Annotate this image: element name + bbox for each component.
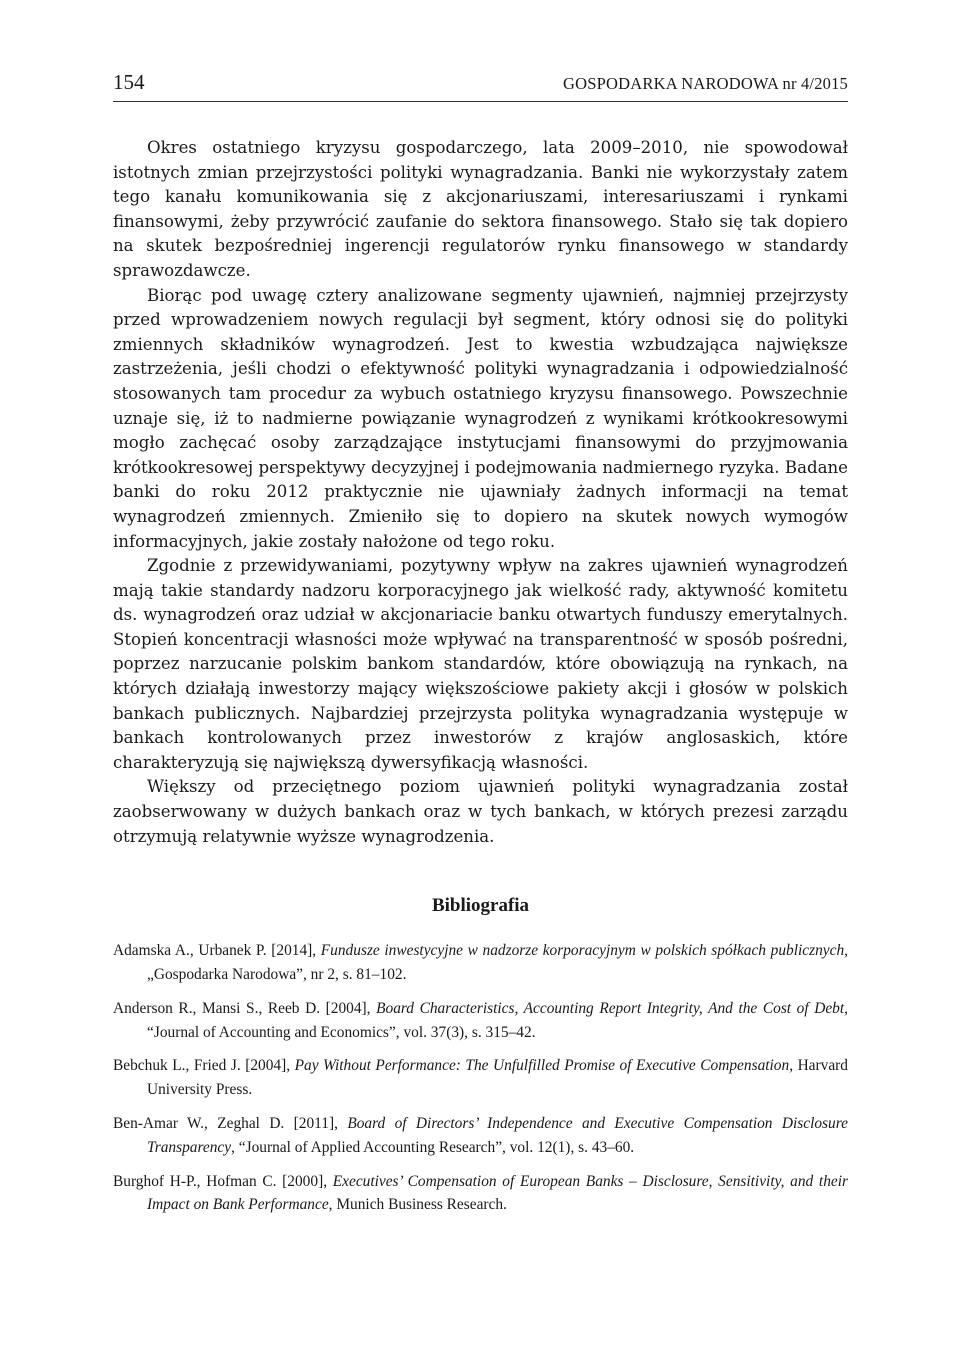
paragraph: Okres ostatniego kryzysu gospodarczego, lata 2009–2010, nie spowodował istotnych zmian przejrzystości polityki wynagradzania. Banki nie wykorzystały zatem tego kanału komunikowania się z akcjonariuszami, interesariuszami i rynkami finansowymi, żeby przywrócić zaufanie do sektora finansowego. Stało się tak dopiero na skutek bezpośredniej ingerencji regulatorów rynku finansowego w standardy sprawozdawcze. <box>113 138 848 280</box>
entry-authors: Adamska A., Urbanek P. [2014], <box>113 942 321 960</box>
entry-title: Pay Without Performance: The Unfulfilled Promise of Executive Compensation <box>294 1057 790 1075</box>
paragraph: Zgodnie z przewidywaniami, pozytywny wpływ na zakres ujawnień wynagrodzeń mają takie standardy nadzoru korporacyjnego jak wielkość rady, aktywność komitetu ds. wynagrodzeń oraz udział w akcjonariacie banku otwartych funduszy emerytalnych. Stopień koncentracji własności może wpływać na transparentność w sposób pośredni, poprzez narzucanie polskim bankom standardów, które obowiązują na rynkach, na których działają inwestorzy mający większościowe pakiety akcji i głosów w polskich bankach publicznych. Najbardziej przejrzysta polityka wynagradzania występuje w bankach kontrolowanych przez inwestorów z krajów anglosaskich, które charakteryzują się największą dywersyfikacją własności. <box>113 556 848 772</box>
entry-title: Fundusze inwestycyjne w nadzorze korporacyjnym w polskich spółkach publicznych <box>320 942 845 960</box>
entry-source: , “Journal of Applied Accounting Research”, vol. 12(1), s. 43–60. <box>231 1138 635 1156</box>
entry-authors: Ben-Amar W., Zeghal D. [2011], <box>113 1115 348 1132</box>
entry-source: , “Journal of Accounting and Economics”, vol. 37(3), s. 315–42. <box>147 999 848 1041</box>
journal-title: GOSPODARKA NARODOWA nr 4/2015 <box>563 74 848 93</box>
entry-source: , „Gospodarka Narodowa”, nr 2, s. 81–102. <box>147 942 848 984</box>
entry-authors: Bebchuk L., Fried J. [2004], <box>113 1057 295 1075</box>
page-number: 154 <box>113 70 145 94</box>
bibliography-entry <box>113 1112 848 1160</box>
paragraph: Biorąc pod uwagę cztery analizowane segmenty ujawnień, najmniej przejrzysty przed wprowadzeniem nowych regulacji był segment, który odnosi się do polityki zmiennych składników wynagrodzeń. Jest to kwestia wzbudzająca największe zastrzeżenia, jeśli chodzi o efektywność polityki wynagradzania i odpowiedzialność stosowanych tam procedur za wybuch ostatniego kryzysu finansowego. Powszechnie uznaje się, iż to nadmierne powiązanie wynagrodzeń z wynikami krótkookresowymi mogło zachęcać osoby zarządzające instytucjami finansowymi do przyjmowania krótkookresowej perspektywy decyzyjnej i podejmowania nadmiernego ryzyka. Badane banki do roku 2012 praktycznie nie ujawniały żadnych informacji na temat wynagrodzeń zmiennych. Zmieniło się to dopiero na skutek nowych wymogów informacyjnych, jakie zostały nałożone od tego roku. <box>113 285 848 551</box>
entry-source: , Munich Business Research. <box>328 1196 507 1214</box>
bibliography-heading: Bibliografia <box>431 895 530 917</box>
page <box>113 70 848 1227</box>
bibliography-entry <box>113 1054 848 1102</box>
entry-title: Board Characteristics, Accounting Report Integrity, And the Cost of Debt <box>376 999 845 1017</box>
body-text <box>113 136 848 849</box>
entry-source: , Harvard University Press. <box>147 1057 848 1099</box>
bibliography-list <box>113 939 848 1217</box>
bibliography-entry <box>113 1170 848 1218</box>
entry-title: Board of Directors’ Independence and Executive Compensation Disclosure Transparency <box>147 1115 848 1156</box>
paragraph: Większy od przeciętnego poziom ujawnień polityki wynagradzania został zaobserwowany w dużych bankach oraz w tych bankach, w których prezesi zarządu otrzymują relatywnie wyższe wynagrodzenia. <box>113 777 848 846</box>
bibliography-entry <box>113 997 848 1045</box>
entry-title: Executives’ Compensation of European Banks – Disclosure, Sensitivity, and their Impact on Bank Performance <box>147 1172 848 1214</box>
entry-authors: Anderson R., Mansi S., Reeb D. [2004], <box>113 999 377 1017</box>
running-head <box>113 70 848 102</box>
entry-authors: Burghof H-P., Hofman C. [2000], <box>113 1172 333 1190</box>
bibliography-entry <box>113 939 848 987</box>
